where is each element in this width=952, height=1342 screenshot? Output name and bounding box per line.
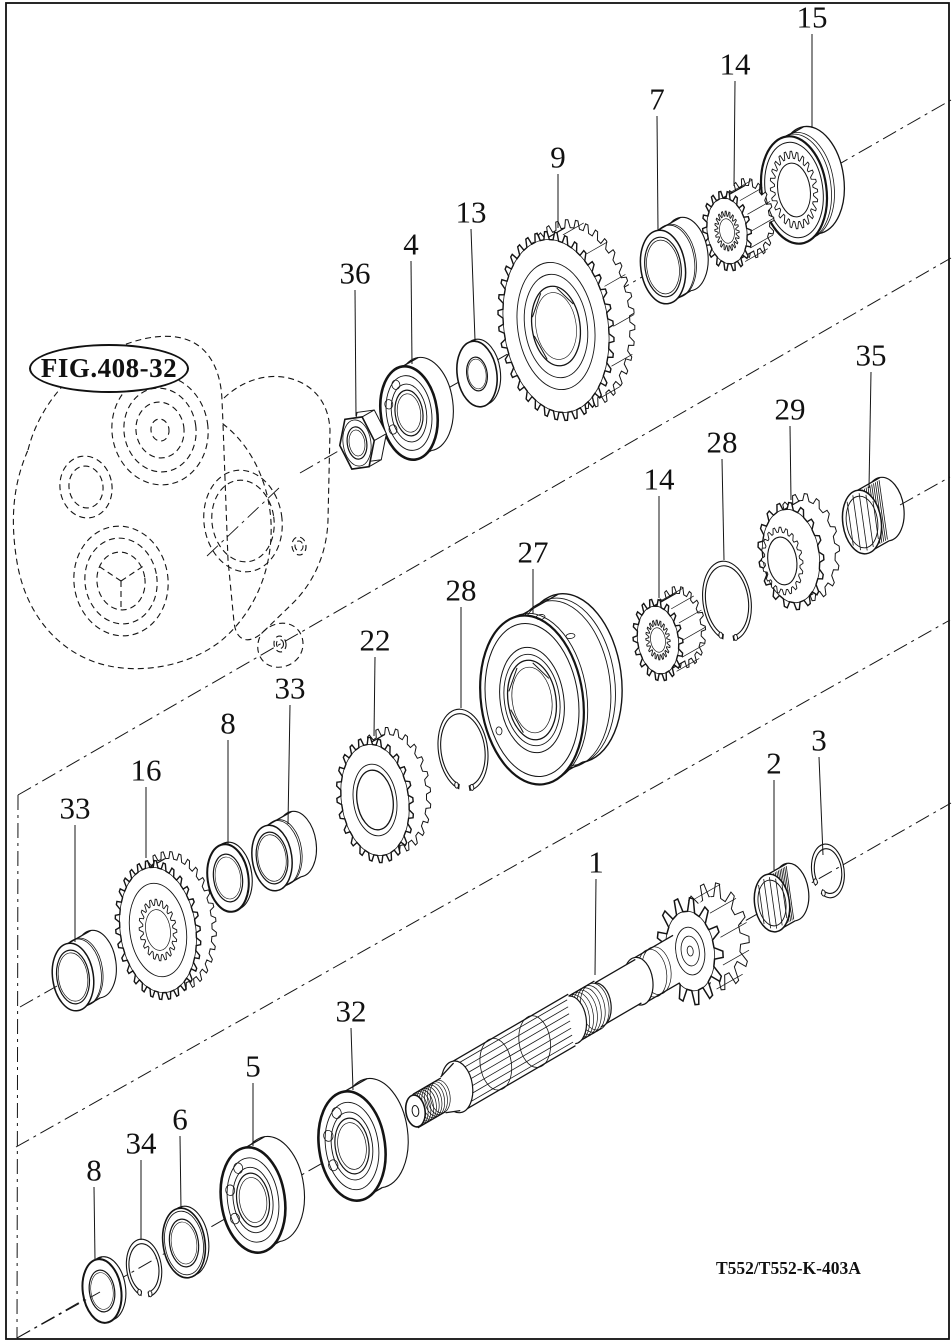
- callout-label-35: 35: [855, 337, 887, 373]
- drawing-part-code: T552/T552-K-403A: [716, 1258, 861, 1278]
- part-8-thrust-washer: [78, 1254, 130, 1325]
- part-13-washer: [453, 337, 505, 410]
- callout-label-28: 28: [445, 572, 477, 608]
- part-14-coupling-gear: [627, 583, 712, 684]
- callout-label-14: 14: [643, 461, 675, 497]
- callout-label-7: 7: [649, 81, 665, 117]
- callout-label-33: 33: [274, 670, 306, 706]
- part-9-driven-gear: [485, 212, 648, 428]
- figure-ref-badge: [29, 344, 189, 393]
- callout-label-13: 13: [455, 194, 487, 230]
- callout-label-36: 36: [339, 255, 371, 291]
- part-33-bushing: [246, 809, 322, 894]
- part-29-gear: [751, 489, 848, 613]
- part-6-washer: [158, 1203, 213, 1280]
- part-28-snap-ring: [698, 558, 757, 644]
- callout-label-2: 2: [766, 745, 782, 781]
- part-1-input-shaft: [404, 879, 758, 1128]
- callout-label-22: 22: [359, 622, 391, 658]
- part-4-ball-bearing: [374, 354, 460, 464]
- callout-label-3: 3: [811, 722, 827, 758]
- callout-label-9: 9: [550, 139, 566, 175]
- callout-label-6: 6: [172, 1101, 188, 1137]
- figure-ref-label: FIG.408-32: [40, 353, 178, 383]
- part-27-clutch-drum: [467, 587, 634, 791]
- callout-label-32: 32: [335, 993, 367, 1029]
- part-33-bushing: [47, 928, 122, 1014]
- callout-label-16: 16: [130, 752, 162, 788]
- callout-label-34: 34: [125, 1125, 157, 1161]
- part-35-needle-bearing: [837, 475, 909, 557]
- callout-label-28: 28: [706, 424, 738, 460]
- callout-label-5: 5: [245, 1048, 261, 1084]
- callout-label-1: 1: [588, 844, 604, 880]
- part-22-gear: [328, 723, 440, 868]
- callout-label-29: 29: [774, 391, 806, 427]
- callout-label-4: 4: [403, 226, 419, 262]
- callout-label-15: 15: [796, 0, 828, 35]
- callout-label-8: 8: [220, 705, 236, 741]
- part-3-snap-ring: [808, 842, 848, 900]
- callout-label-27: 27: [517, 534, 549, 570]
- part-5-ball-bearing: [213, 1132, 312, 1257]
- part-34-snap-ring: [123, 1237, 166, 1300]
- callout-label-14: 14: [719, 46, 751, 82]
- callout-label-8: 8: [86, 1152, 102, 1188]
- part-32-ball-bearing: [310, 1074, 416, 1205]
- part-2-needle-bearing: [750, 861, 814, 934]
- callout-label-33: 33: [59, 790, 91, 826]
